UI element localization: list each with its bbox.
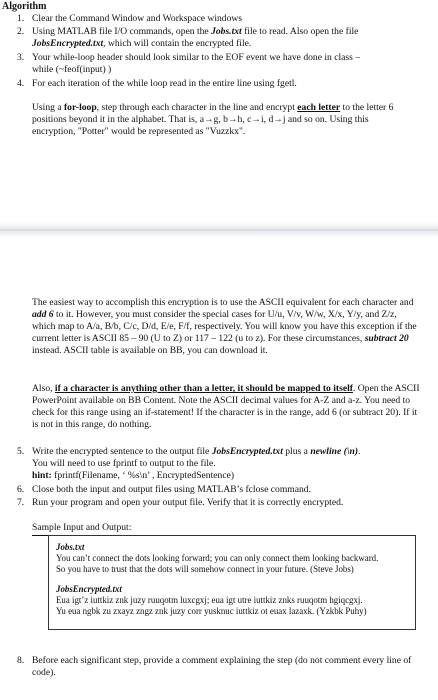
sample-content xyxy=(56,542,412,617)
sample-input-line: You can’t connect the dots looking forward; you can only connect them looking backward. xyxy=(56,553,379,563)
newline-text: newline (\n) xyxy=(310,446,359,457)
for-loop-paragraph: Using a for-loop, step through each character in the line and encrypt each letter to the letter 6 positions beyond it in the alphabet. That is, a→g, b→h, c→i, d→j and so on. Using this encryption, "Potter" would be represented as "Vuzzkx". xyxy=(32,102,394,137)
non-letter-paragraph: Also, if a character is anything other than a letter, it should be mapped to itself. Open the ASCII PowerPoint available on BB Content. Note the ASCII decimal values for A-Z and a-z. You need to check for this range using an if-statement! If the character is in the range, add 6 (or subtract 20). If it is not in this range, do nothing. xyxy=(32,383,420,430)
step-text: Write the encrypted sentence to the output file JobsEncrypted.txt plus a newline (\n). You will need to use fprintf to output to the file. hint: fprintf(Filename, ‘ %s\n’ , EncryptedSentence) xyxy=(32,446,361,481)
sample-input-line: So you have to trust that the dots will somehow connect in your future. (Steve Jobs) xyxy=(56,564,354,574)
step-number: 4. xyxy=(17,78,25,89)
sample-output-line: Yu eua ngbk zu zxayz zngz znk juzy corr yusknuc iuttkiz ot euax lazaxk. (Yzkbk Puhy) xyxy=(56,606,367,616)
step-text: Clear the Command Window and Workspace windows xyxy=(32,13,243,24)
hint-code: fprintf(Filename, ‘ %s\n’ , EncryptedSentence) xyxy=(51,470,235,481)
sample-box xyxy=(48,535,416,630)
step-number: 8. xyxy=(17,655,25,666)
sample-output-title: JobsEncrypted.txt xyxy=(56,584,122,594)
step-number: 1. xyxy=(17,13,25,24)
step-text: Close both the input and output files using MATLAB’s fclose command. xyxy=(32,484,311,495)
output-filename: JobsEncrypted.txt xyxy=(32,38,104,49)
step-text: Before each significant step, provide a comment explaining the step (do not comment every line of code). xyxy=(32,655,412,678)
step-text: Run your program and open your output file. Verify that it is correctly encrypted. xyxy=(32,497,344,508)
step-text: For each iteration of the while loop read in the entire line using fgetl. xyxy=(32,78,297,89)
step-text: Using MATLAB file I/O commands, open the Jobs.txt file to read. Also open the file JobsEncrypted.txt, which will contain the encrypted file. xyxy=(32,26,359,49)
step-number: 3. xyxy=(17,52,25,63)
step-text: Your while-loop header should look similar to the EOF event we have done in class – while (~feof(input) ) xyxy=(32,52,361,75)
sample-label: Sample Input and Output: xyxy=(32,522,131,536)
step-number: 6. xyxy=(17,484,25,495)
input-filename: Jobs.txt xyxy=(211,26,242,37)
algorithm-heading: Algorithm xyxy=(2,1,47,12)
step-number: 2. xyxy=(17,26,25,37)
hint-label: hint: xyxy=(32,470,52,481)
while-loop-code: while (~feof(input) ) xyxy=(32,64,112,75)
step-number: 5. xyxy=(17,446,25,457)
output-filename: JobsEncrypted.txt xyxy=(211,446,283,457)
sample-input-title: Jobs.txt xyxy=(56,542,85,552)
step-number: 7. xyxy=(17,497,25,508)
sample-output-line: Eua igt’z iuttkiz znk juzy ruuqotm luxcgxj; eua igt utre iuttkiz znks ruuqotm hgiqcgxj. xyxy=(56,595,363,605)
ascii-paragraph: The easiest way to accomplish this encryption is to use the ASCII equivalent for each character and add 6 to it. However, you must consider the special cases for U/u, V/v, W/w, X/x, Y/y, and Z/z, which map to A/a, B/b, C/c, D/d, E/e, F/f, respectively. You will know you have this exception if the current letter is ASCII 85 – 90 (U to Z) or 117 – 122 (u to z). For these circumstances, subtract 20 instead. ASCII table is available on BB, you can download it. xyxy=(32,297,417,356)
page-divider xyxy=(0,229,438,231)
